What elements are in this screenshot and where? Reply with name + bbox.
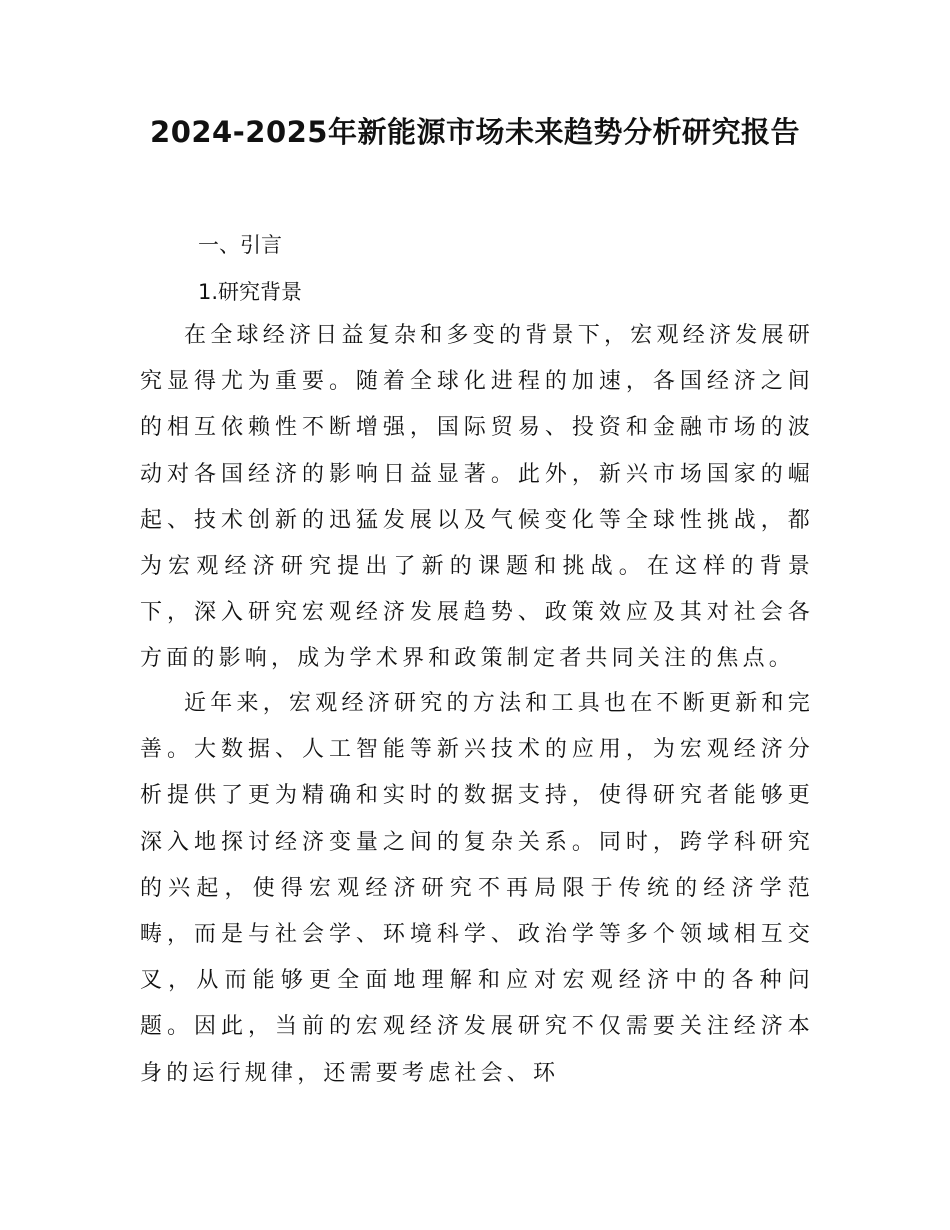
subsection-heading: 1.研究背景 [198,280,303,304]
section-heading: 一、引言 [198,233,282,257]
body-paragraph: 近年来，宏观经济研究的方法和工具也在不断更新和完善。大数据、人工智能等新兴技术的应用，为宏观经济分析提供了更为精确和实时的数据支持，使得研究者能够更深入地探讨经济变量之间的复杂关系。同时，跨学科研究的兴起，使得宏观经济研究不再局限于传统的经济学范畴，而是与社会学、环境科学、政治学等多个领域相互交叉，从而能够更全面地理解和应对宏观经济中的各种问题。因此，当前的宏观经济发展研究不仅需要关注经济本身的运行规律，还需要考虑社会、环 [140,691,814,1086]
body-paragraph: 在全球经济日益复杂和多变的背景下，宏观经济发展研究显得尤为重要。随着全球化进程的加速，各国经济之间的相互依赖性不断增强，国际贸易、投资和金融市场的波动对各国经济的影响日益显著。此外，新兴市场国家的崛起、技术创新的迅猛发展以及气候变化等全球性挑战，都为宏观经济研究提出了新的课题和挑战。在这样的背景下，深入研究宏观经济发展趋势、政策效应及其对社会各方面的影响，成为学术界和政策制定者共同关注的焦点。 [140,323,814,672]
document-title: 2024-2025年新能源市场未来趋势分析研究报告 [150,115,800,149]
